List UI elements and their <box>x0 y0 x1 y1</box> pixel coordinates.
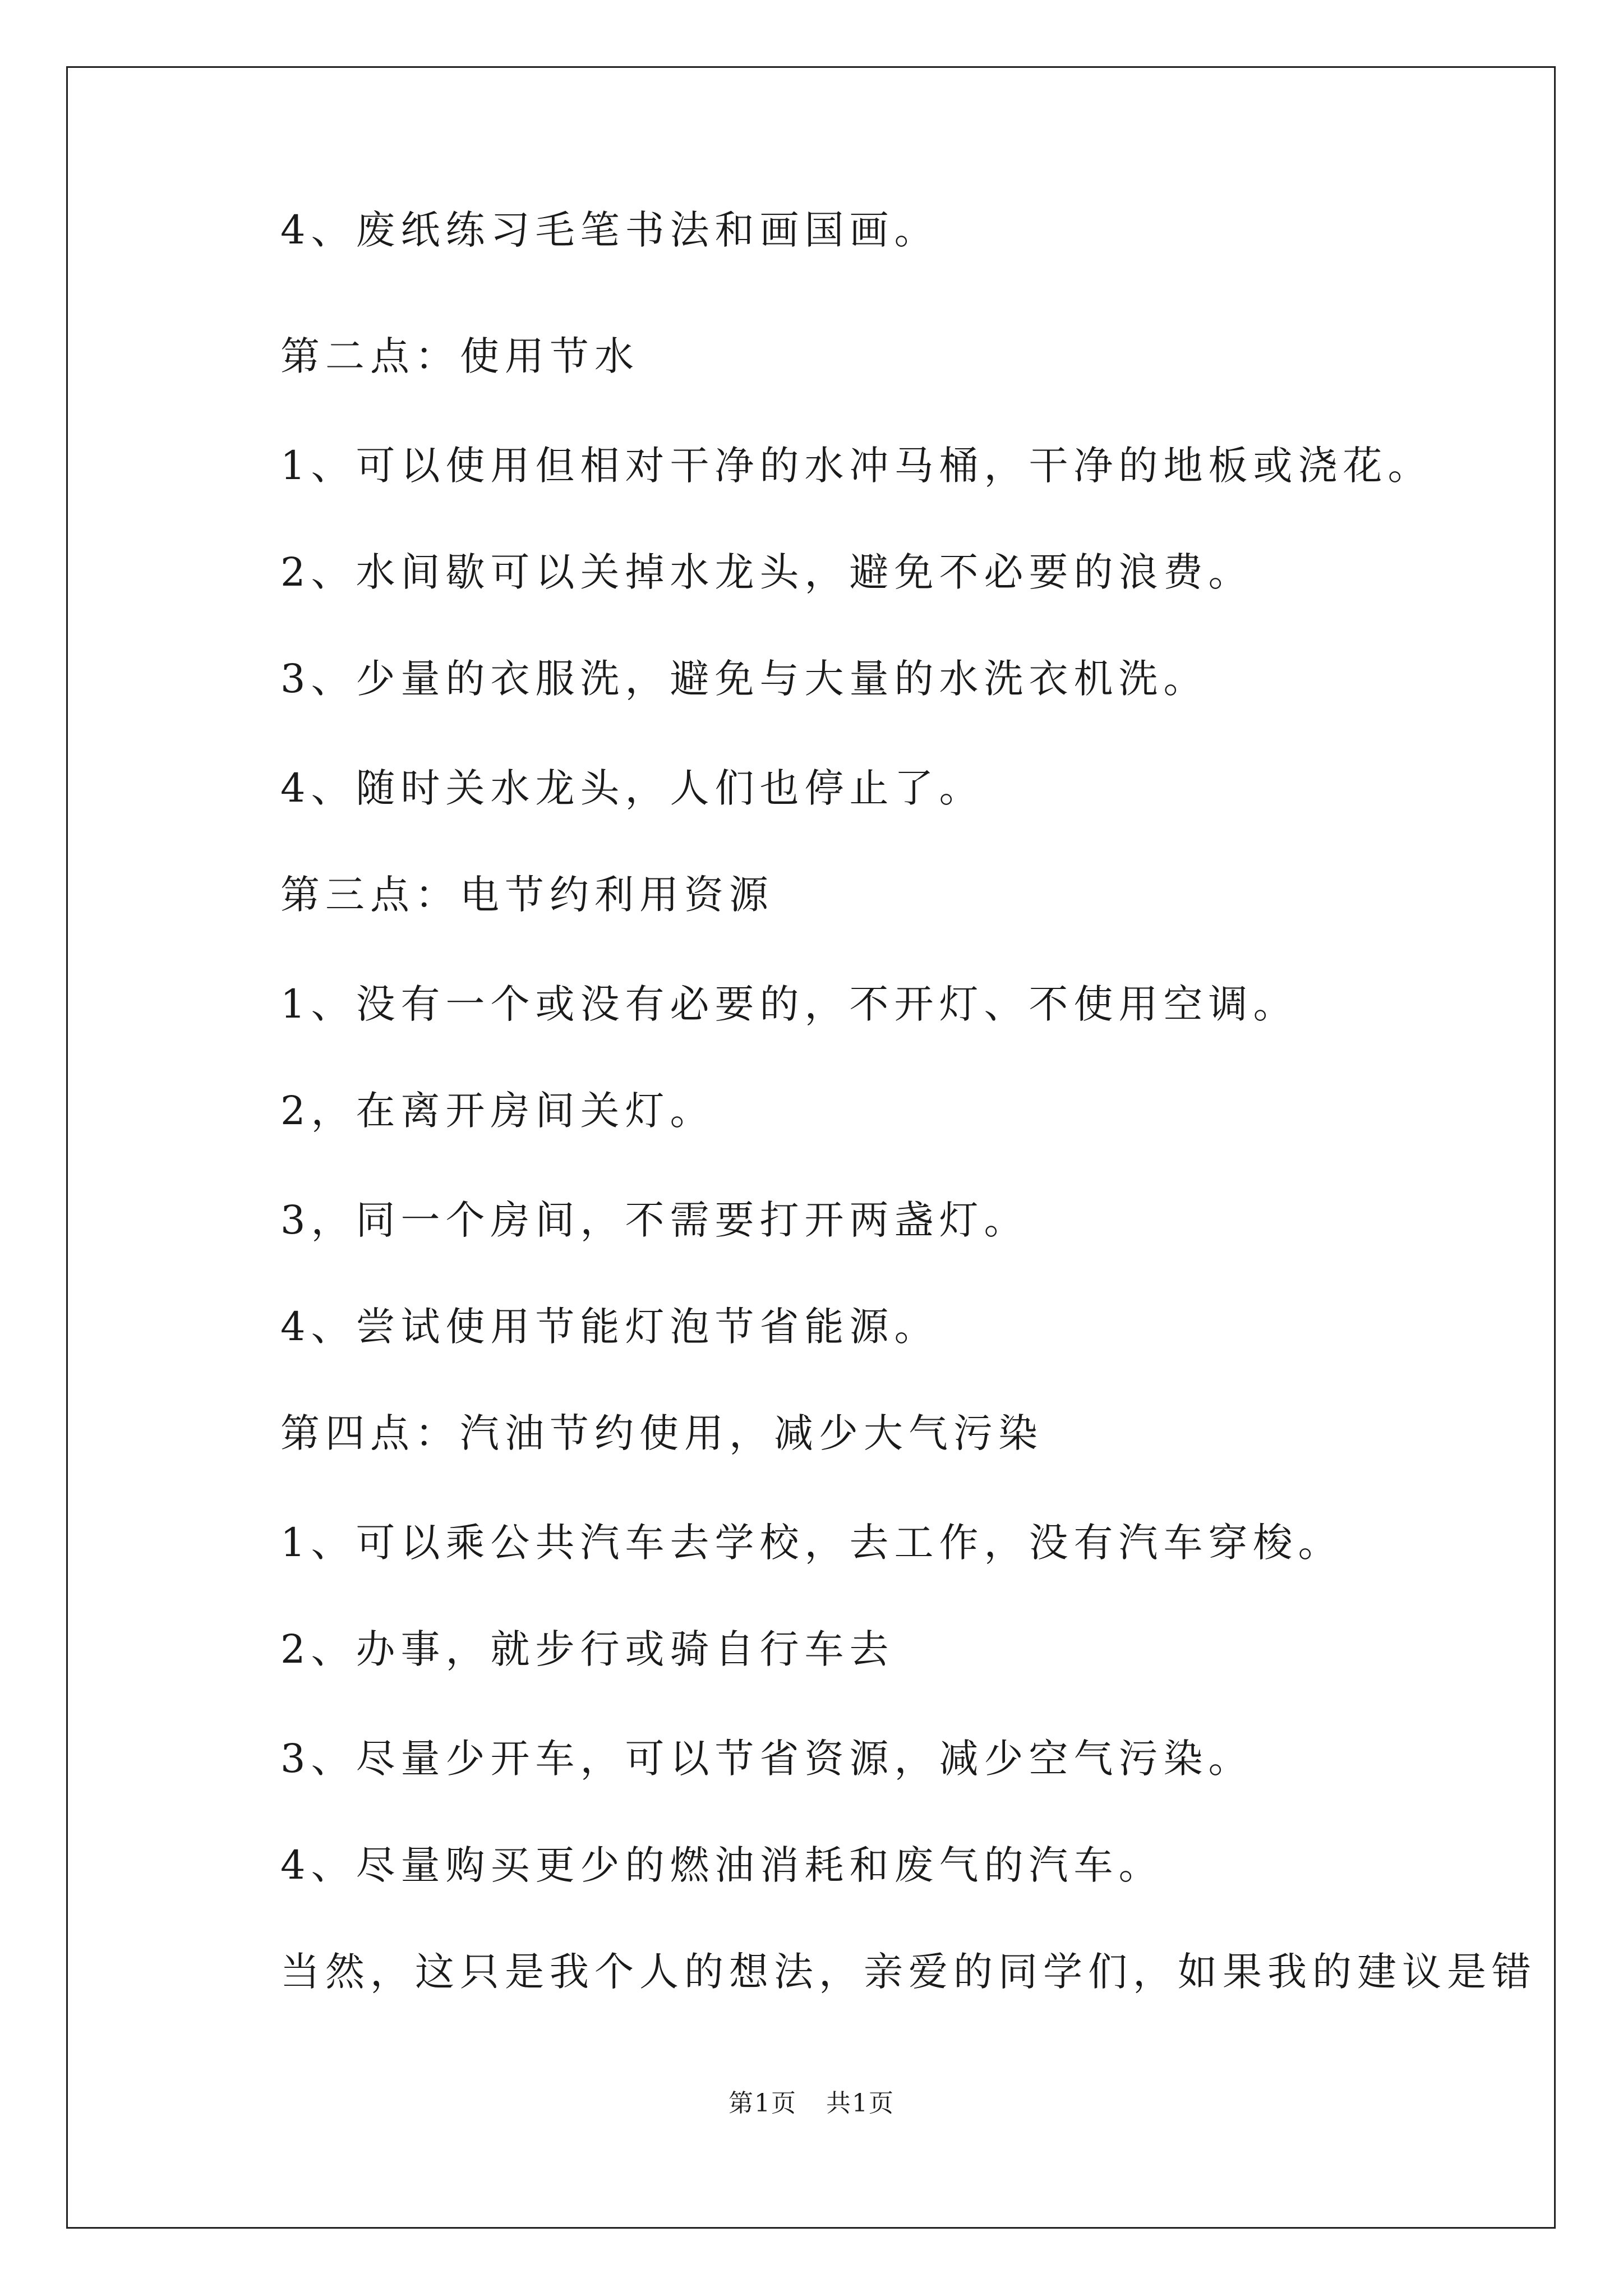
list-item: 1、可以乘公共汽车去学校，去工作，没有汽车穿梭。 <box>280 1520 1343 1566</box>
list-item: 3、少量的衣服洗，避免与大量的水洗衣机洗。 <box>280 656 1209 702</box>
page-total: 共1页 <box>826 2089 895 2118</box>
section-heading: 第二点：使用节水 <box>280 333 639 379</box>
page-number: 第1页 <box>728 2089 797 2118</box>
list-item: 3，同一个房间，不需要打开两盏灯。 <box>280 1197 1029 1243</box>
list-item: 1、没有一个或没有必要的，不开灯、不使用空调。 <box>280 981 1298 1027</box>
list-item: 2、办事，就步行或骑自行车去 <box>280 1626 895 1672</box>
list-item: 3、尽量少开车，可以节省资源，减少空气污染。 <box>280 1736 1253 1782</box>
list-item: 4、尽量购买更少的燃油消耗和废气的汽车。 <box>280 1842 1164 1888</box>
section-heading: 第三点：电节约利用资源 <box>280 872 774 918</box>
page-border <box>66 66 1556 2229</box>
list-item: 2，在离开房间关灯。 <box>280 1088 715 1134</box>
list-item: 1、可以使用但相对干净的水冲马桶，干净的地板或浇花。 <box>280 443 1433 489</box>
list-item: 2、水间歇可以关掉水龙头，避免不必要的浪费。 <box>280 549 1253 595</box>
list-item: 4、废纸练习毛笔书法和画国画。 <box>280 207 939 253</box>
list-item: 4、尝试使用节能灯泡节省能源。 <box>280 1304 939 1350</box>
page-footer <box>0 2087 1623 2120</box>
paragraph: 当然，这只是我个人的想法，亲爱的同学们，如果我的建议是错 <box>280 1949 1537 1995</box>
list-item: 4、随时关水龙头，人们也停止了。 <box>280 765 984 811</box>
section-heading: 第四点：汽油节约使用，减少大气污染 <box>280 1410 1043 1456</box>
